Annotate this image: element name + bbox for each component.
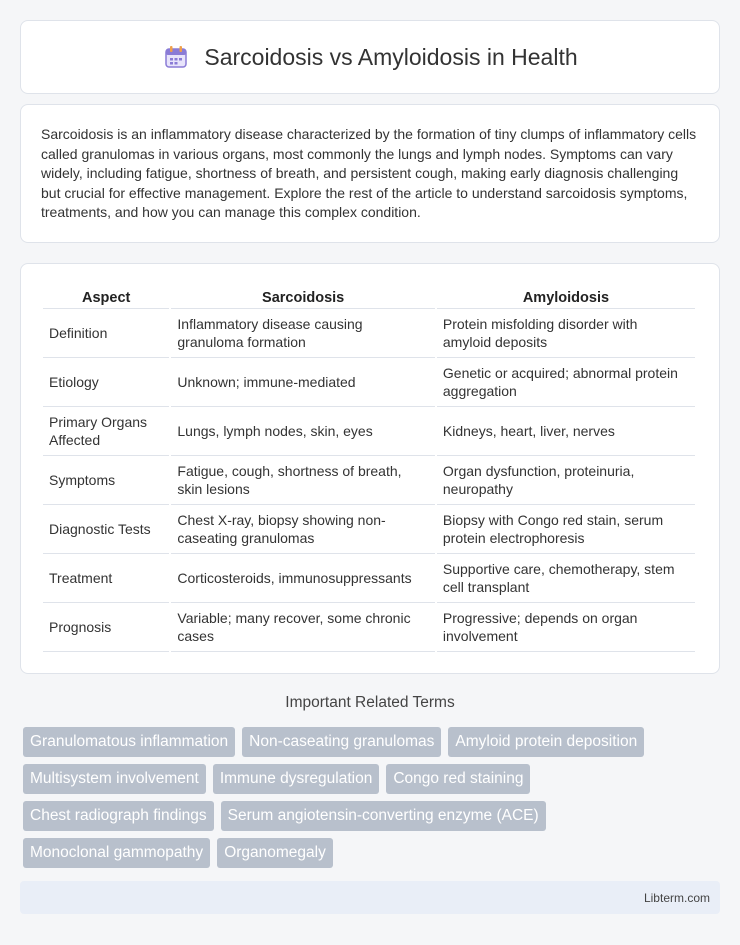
row-aspect: Etiology bbox=[43, 358, 169, 407]
row-sarcoidosis: Fatigue, cough, shortness of breath, skin lesions bbox=[171, 456, 435, 505]
row-amyloidosis: Genetic or acquired; abnormal protein aggregation bbox=[437, 358, 695, 407]
comparison-table-card bbox=[20, 263, 720, 674]
row-sarcoidosis: Inflammatory disease causing granuloma formation bbox=[171, 309, 435, 358]
row-amyloidosis: Biopsy with Congo red stain, serum protein electrophoresis bbox=[437, 505, 695, 554]
header-card bbox=[20, 20, 720, 94]
row-sarcoidosis: Unknown; immune-mediated bbox=[171, 358, 435, 407]
footer bbox=[20, 881, 720, 914]
tag-row bbox=[23, 801, 723, 831]
related-term-tag[interactable]: Non-caseating granulomas bbox=[242, 727, 441, 757]
row-aspect: Prognosis bbox=[43, 603, 169, 652]
table-row bbox=[43, 603, 695, 652]
related-term-tag[interactable]: Chest radiograph findings bbox=[23, 801, 214, 831]
comparison-table bbox=[41, 284, 697, 652]
related-term-tag[interactable]: Organomegaly bbox=[217, 838, 333, 868]
footer-site-link[interactable]: Libterm.com bbox=[643, 890, 710, 905]
related-term-tag[interactable]: Immune dysregulation bbox=[213, 764, 380, 794]
intro-paragraph: Sarcoidosis is an inflammatory disease characterized by the formation of tiny clumps of inflammatory cells called granulomas in various organs, most commonly the lungs and lymph nodes. Symptoms can vary widely, including fatigue, shortness of breath, and persistent cough, making early diagnosis challenging but crucial for effective management. Explore the rest of the article to understand sarcoidosis symptoms, treatments, and how you can manage this complex condition. bbox=[41, 126, 697, 221]
row-aspect: Treatment bbox=[43, 554, 169, 603]
tag-row bbox=[23, 764, 723, 794]
tag-row bbox=[23, 838, 723, 868]
header-amyloidosis: Amyloidosis bbox=[437, 284, 695, 309]
row-sarcoidosis: Lungs, lymph nodes, skin, eyes bbox=[171, 407, 435, 456]
related-term-tag[interactable]: Monoclonal gammopathy bbox=[23, 838, 210, 868]
table-row bbox=[43, 407, 695, 456]
intro-card bbox=[20, 104, 720, 243]
related-terms-list bbox=[23, 727, 723, 875]
header-aspect: Aspect bbox=[43, 284, 169, 309]
row-aspect: Symptoms bbox=[43, 456, 169, 505]
title-wrap bbox=[162, 43, 577, 71]
row-amyloidosis: Protein misfolding disorder with amyloid deposits bbox=[437, 309, 695, 358]
related-term-tag[interactable]: Amyloid protein deposition bbox=[448, 727, 644, 757]
related-term-tag[interactable]: Serum angiotensin-converting enzyme (ACE) bbox=[221, 801, 546, 831]
row-aspect: Definition bbox=[43, 309, 169, 358]
related-term-tag[interactable]: Multisystem involvement bbox=[23, 764, 206, 794]
table-row bbox=[43, 554, 695, 603]
related-term-tag[interactable]: Granulomatous inflammation bbox=[23, 727, 235, 757]
table-row bbox=[43, 456, 695, 505]
related-terms-title: Important Related Terms bbox=[285, 694, 455, 711]
row-sarcoidosis: Chest X-ray, biopsy showing non-caseating granulomas bbox=[171, 505, 435, 554]
calendar-icon bbox=[162, 43, 190, 71]
row-amyloidosis: Supportive care, chemotherapy, stem cell transplant bbox=[437, 554, 695, 603]
row-amyloidosis: Progressive; depends on organ involvement bbox=[437, 603, 695, 652]
row-amyloidosis: Organ dysfunction, proteinuria, neuropathy bbox=[437, 456, 695, 505]
page-title: Sarcoidosis vs Amyloidosis in Health bbox=[204, 43, 578, 70]
row-sarcoidosis: Corticosteroids, immunosuppressants bbox=[171, 554, 435, 603]
tag-row bbox=[23, 727, 723, 757]
row-amyloidosis: Kidneys, heart, liver, nerves bbox=[437, 407, 695, 456]
row-aspect: Primary Organs Affected bbox=[43, 407, 169, 456]
table-row bbox=[43, 358, 695, 407]
table-row bbox=[43, 309, 695, 358]
table-row bbox=[43, 505, 695, 554]
table-header-row bbox=[43, 284, 695, 309]
row-aspect: Diagnostic Tests bbox=[43, 505, 169, 554]
row-sarcoidosis: Variable; many recover, some chronic cases bbox=[171, 603, 435, 652]
related-term-tag[interactable]: Congo red staining bbox=[386, 764, 530, 794]
header-sarcoidosis: Sarcoidosis bbox=[171, 284, 435, 309]
